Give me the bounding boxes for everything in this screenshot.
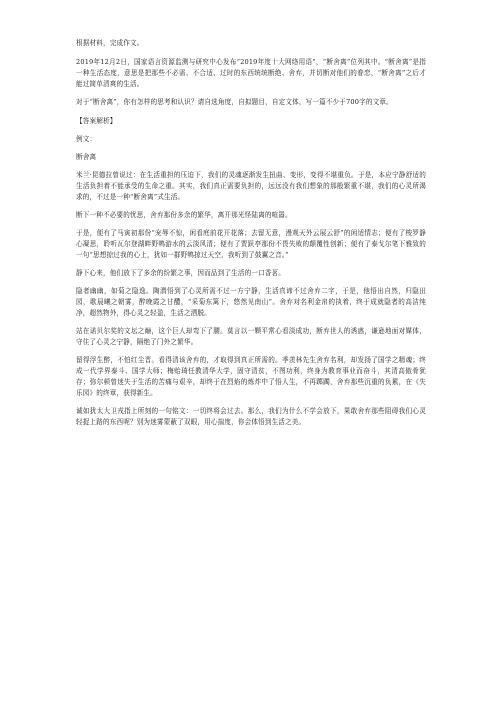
prompt-material: 2019年12月2日，国家语言资源监测与研究中心发布“2019年度十大网络用语”，“断舍离”位列其中。“断舍离”是指一种生活态度，意思是把那些不必需、不合适、过时的东西统统断绝、舍弃，并切断对他们的眷恋，“断舍离”之后才能过简单清爽的生活。 (76, 58, 426, 88)
essay-paragraph-2: 断下一种不必要的忧思，舍弃那份多余的繁华，离开那光怪陆离的喧嚣。 (76, 211, 292, 219)
essay-paragraph-8: 诚如犹太大卫戎指上所刻的一句铭文：一切终将会过去。那么，我们为什么不学会放下，果敢舍弃那些阻碍我们心灵轻捉上路的东西呢？别为迷雾蒙蔽了双眼，用心揣度，你会体悟到生活之美。 (76, 407, 426, 426)
essay-paragraph-5: 隐者幽幽，如菊之隐逸。陶潜悟到了心灵所需不过一方宁静，生活真谛不过舍弃二字，于是，他悟出自然，归隐田园，歌晨曦之朝雾，醉晚霞之甘醴，“采菊东篱下，悠然见南山”。舍弃对名利金帛的执着，终于成就隐者的高洁纯净，超然物外，得心灵之轻盈，生活之洒脱。 (76, 287, 426, 317)
document-page (76, 38, 426, 435)
essay-paragraph-7: 留得浮生醉，不怕红尘晋。看得清该舍弃的，才取得到真正所需的。季羡林先生舍弃名利，却发扬了国学之精魂；终成一代学界泰斗、国学大师；梅贻琦任教清华大学，固守清贫，不图功利，终身为教育事业而奋斗，其清高傲骨犹存；弥尔顿曾迷失于生活的苦痛与艰辛，却终于在烈焰的炼炸中了悟人生，不再踯躅，舍弃那些沉重的负累，在《失乐园》的终章，获得新生。 (76, 356, 426, 397)
answer-header: 【答案解析】 (76, 117, 117, 125)
example-label: 例文： (76, 135, 97, 143)
essay-paragraph-1: 米兰·昆德拉曾说过：在生活重担的压迫下，我们的灵魂逐渐发生扭曲、变形，变得不堪重负。于是，本应宁静舒适的生活负担着不能承受的生命之重。其实，我们真正需要负担的，远远没有我们想象的那般繁重不堪，我们的心灵所渴求的，不过是一种“断舍离”式生活。 (76, 171, 426, 201)
prompt-intro: 根据材料，完成作文。 (76, 39, 144, 47)
essay-paragraph-6: 站在诺贝尔奖的文坛之巅，这个巨人却弯下了腰。莫言以一颗平常心看淡成功，断弃世人的诱惑，谦逊地面对媒体，守住了心灵之宁静，隔绝了门外之繁华。 (76, 327, 426, 346)
essay-title: 断舍离 (76, 153, 97, 161)
essay-paragraph-3: 于是，便有了马寅初那份“宠辱不惊，闲看庭前花开花落；去留无意，漫观天外云展云舒”的闲适情志；便有了梭罗静心凝思，聆听瓦尔登湖畔野鸭游水的云淡风清；便有了贾跃亭那份不畏失败的颠覆性创新；便有了泰戈尔笔下雅致的一句“思想掠过我的心上，犹如一群野鸭掠过天空，我听到了鼓翼之音。” (76, 229, 426, 259)
prompt-task: 对于“断舍离”，你有怎样的思考和认识？请自选角度，自拟题目，自定文体，写一篇不少于700字的文章。 (76, 98, 393, 106)
essay-paragraph-4: 静下心来，他们放下了多余的纷繁之事，因而品到了生活的一口香茗。 (76, 269, 286, 277)
